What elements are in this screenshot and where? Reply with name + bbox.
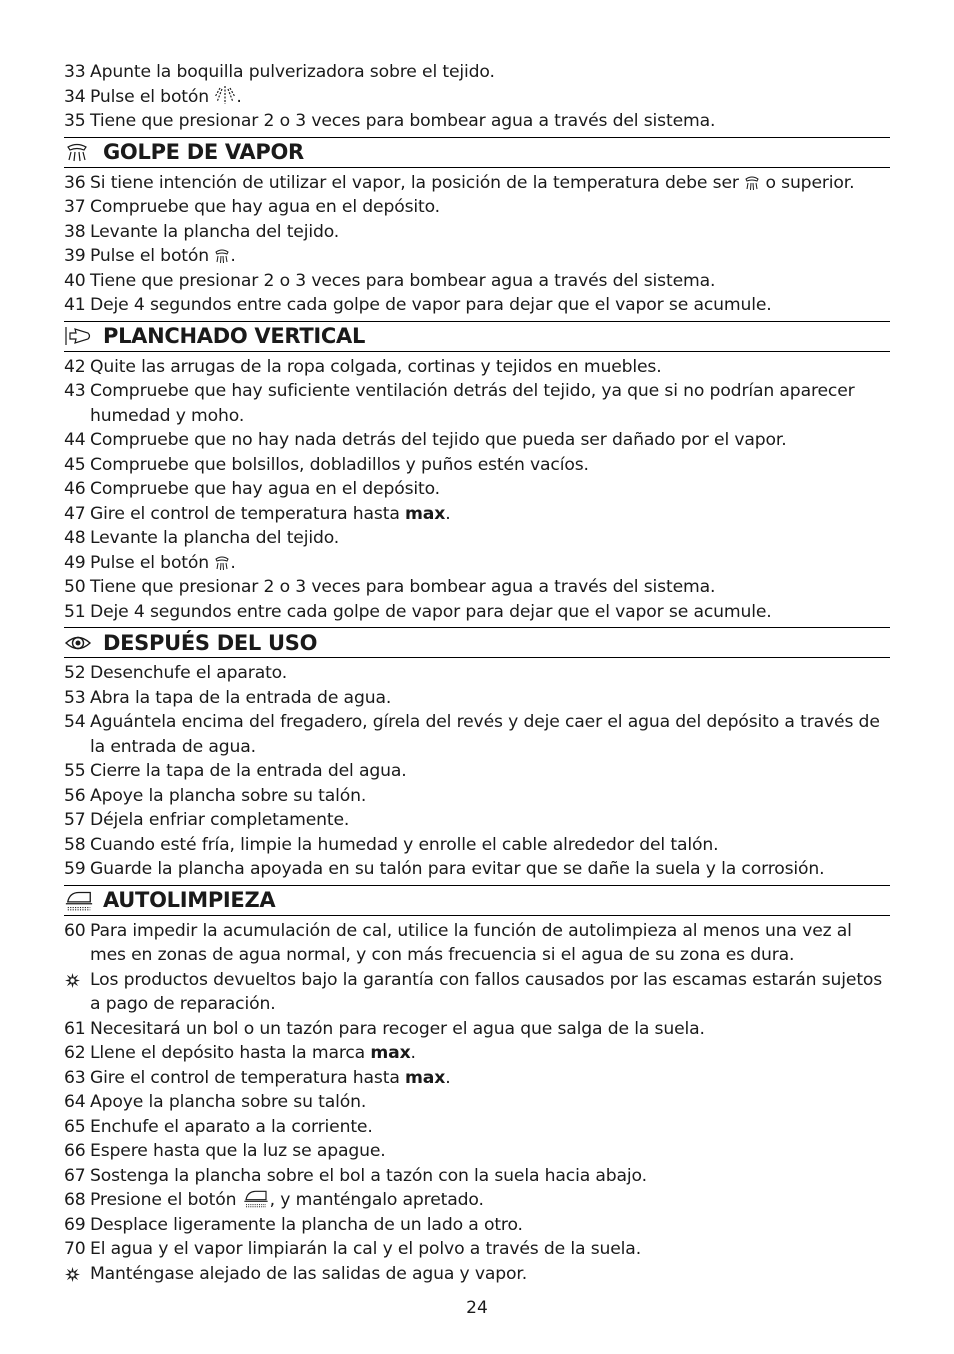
eye-icon [64,633,92,653]
section-title: DESPUÉS DEL USO [103,630,318,655]
list-item: 50 Tiene que presionar 2 o 3 veces para bombear agua a través del sistema. [64,577,716,597]
list-item: 62 Llene el depósito hasta la marca max. [64,1043,416,1063]
list-item: 36 Si tiene intención de utilizar el vapor, la posición de la temperatura debe ser o superior. [64,172,855,193]
steam-button-icon [214,554,230,571]
list-item: 35 Tiene que presionar 2 o 3 veces para bombear agua a través del sistema. [64,111,716,131]
list-item: 67 Sostenga la plancha sobre el bol a tazón con la suela hacia abajo. [64,1165,647,1186]
list-item: 49 Pulse el botón . [64,552,236,573]
section-header-autolimpieza [64,885,890,916]
list-item: 47 Gire el control de temperatura hasta max. [64,503,451,524]
warning-note: Los productos devueltos bajo la garantía con fallos causados por las escamas estarán sujetos a pago de reparación. [64,968,890,1017]
list-item: 57 Déjela enfriar completamente. [64,810,350,830]
list-item: 43 Compruebe que hay suficiente ventilación detrás del tejido, ya que si no podrían aparecer humedad y moho. [64,381,855,426]
list-item: 39 Pulse el botón . [64,246,236,266]
section-header-golpe-de-vapor [64,137,890,168]
list-item: 38 Levante la plancha del tejido. [64,221,340,242]
list-item: 63 Gire el control de temperatura hasta max. [64,1067,451,1088]
list-item: 53 Abra la tapa de la entrada de agua. [64,687,392,708]
section-header-planchado-vertical [64,321,890,352]
list-item: 46 Compruebe que hay agua en el depósito. [64,479,440,499]
list-item: 56 Apoye la plancha sobre su talón. [64,785,367,806]
list-item: 44 Compruebe que no hay nada detrás del tejido que pueda ser dañado por el vapor. [64,430,787,450]
steam-setting-icon [744,174,760,191]
list-item: 34 Pulse el botón . [64,86,242,107]
list-item: 51 Deje 4 segundos entre cada golpe de vapor para dejar que el vapor se acumule. [64,601,772,622]
list-item: 55 Cierre la tapa de la entrada del agua. [64,761,407,781]
list-item: 61 Necesitará un bol o un tazón para recoger el agua que salga de la suela. [64,1018,705,1039]
section-header-despues-del-uso [64,627,890,658]
list-item: 58 Cuando esté fría, limpie la humedad y enrolle el cable alrededor del talón. [64,834,719,855]
self-clean-icon [64,888,94,912]
list-item: 54 Aguántela encima del fregadero, gírela del revés y deje caer el agua del depósito a través de la entrada de agua. [64,712,880,757]
page-number: 24 [466,1298,488,1318]
list-item: 64 Apoye la plancha sobre su talón. [64,1092,367,1112]
list-item: 41 Deje 4 segundos entre cada golpe de vapor para dejar que el vapor se acumule. [64,295,772,315]
list-item: 42 Quite las arrugas de la ropa colgada, cortinas y tejidos en muebles. [64,356,662,377]
vertical-steam-icon [64,325,92,347]
list-item: 66 Espere hasta que la luz se apague. [64,1141,386,1161]
list-item: 33 Apunte la boquilla pulverizadora sobre el tejido. [64,62,495,82]
page-content [64,60,890,1286]
section-title: PLANCHADO VERTICAL [103,324,366,348]
steam-shot-icon [64,141,90,163]
list-item: 60 Para impedir la acumulación de cal, utilice la función de autolimpieza al menos una vez al mes en zonas de agua normal, y con más frecuencia si el agua de su zona es dura. [64,920,852,965]
list-item: 70 El agua y el vapor limpiarán la cal y el polvo a través de la suela. [64,1239,642,1259]
list-item: 48 Levante la plancha del tejido. [64,528,340,548]
section-title: AUTOLIMPIEZA [103,888,276,912]
list-item: 69 Desplace ligeramente la plancha de un lado a otro. [64,1214,523,1235]
list-item: 40 Tiene que presionar 2 o 3 veces para bombear agua a través del sistema. [64,270,716,291]
warning-star-icon [65,973,80,988]
spray-icon [214,85,236,105]
list-item: 37 Compruebe que hay agua en el depósito. [64,197,440,217]
warning-note: Manténgase alejado de las salidas de agua y vapor. [64,1262,890,1287]
list-item: 59 Guarde la plancha apoyada en su talón para evitar que se dañe la suela y la corrosión. [64,859,825,879]
steam-button-icon [214,247,230,264]
section-title: GOLPE DE VAPOR [103,140,304,164]
list-item: 68 Presione el botón , y manténgalo apretado. [64,1190,484,1210]
list-item: 52 Desenchufe el aparato. [64,663,288,683]
list-item: 65 Enchufe el aparato a la corriente. [64,1116,373,1137]
warning-star-icon [65,1267,80,1282]
list-item: 45 Compruebe que bolsillos, dobladillos y puños estén vacíos. [64,454,589,475]
self-clean-button-icon [242,1188,270,1208]
